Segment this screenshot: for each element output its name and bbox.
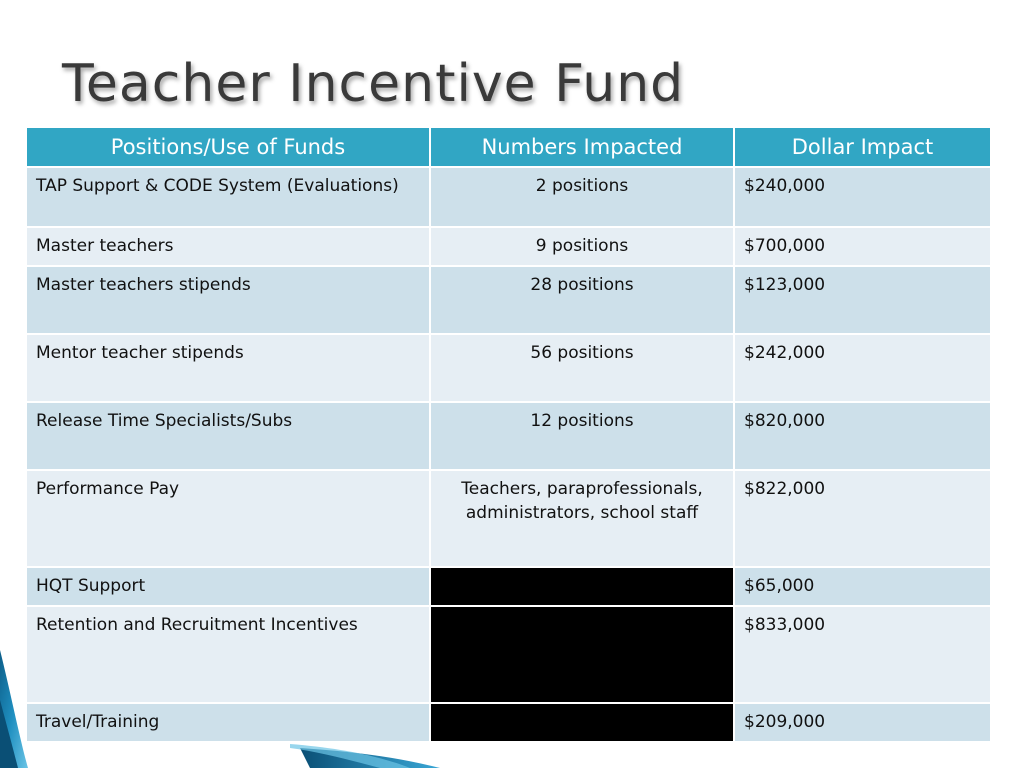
table-row (27, 568, 990, 605)
funds-table (25, 126, 992, 743)
cell-numbers: 2 positions (431, 168, 733, 226)
header-numbers: Numbers Impacted (431, 128, 733, 166)
cell-use: TAP Support & CODE System (Evaluations) (27, 168, 429, 226)
table-row (27, 335, 990, 401)
cell-numbers: 12 positions (431, 403, 733, 469)
cell-use: Master teachers stipends (27, 267, 429, 333)
cell-numbers: Teachers, paraprofessionals, administrators, school staff (431, 471, 733, 566)
cell-dollars: $822,000 (735, 471, 990, 566)
table-row (27, 267, 990, 333)
cell-use: Release Time Specialists/Subs (27, 403, 429, 469)
header-positions: Positions/Use of Funds (27, 128, 429, 166)
slide-title: Teacher Incentive Fund (62, 54, 685, 114)
cell-dollars: $65,000 (735, 568, 990, 605)
table-row (27, 471, 990, 566)
cell-dollars: $833,000 (735, 607, 990, 702)
cell-dollars: $240,000 (735, 168, 990, 226)
cell-numbers: 9 positions (431, 228, 733, 265)
cell-numbers: 56 positions (431, 335, 733, 401)
cell-use: Master teachers (27, 228, 429, 265)
table-row (27, 228, 990, 265)
cell-dollars: $242,000 (735, 335, 990, 401)
table-row (27, 607, 990, 702)
cell-dollars: $820,000 (735, 403, 990, 469)
redacted-cell (431, 704, 733, 741)
wave-bottom-icon (300, 748, 440, 768)
redacted-cell (431, 568, 733, 605)
table-header-row (27, 128, 990, 166)
table-row (27, 704, 990, 741)
cell-dollars: $700,000 (735, 228, 990, 265)
wave-bottom-light-icon (290, 744, 410, 768)
cell-use: Retention and Recruitment Incentives (27, 607, 429, 702)
wave-left-icon (0, 650, 28, 768)
wave-left-dark-icon (0, 700, 18, 768)
cell-dollars: $123,000 (735, 267, 990, 333)
cell-use: Mentor teacher stipends (27, 335, 429, 401)
table-row (27, 403, 990, 469)
header-dollars: Dollar Impact (735, 128, 990, 166)
cell-numbers: 28 positions (431, 267, 733, 333)
cell-use: Travel/Training (27, 704, 429, 741)
cell-dollars: $209,000 (735, 704, 990, 741)
redacted-cell (431, 607, 733, 702)
cell-use: HQT Support (27, 568, 429, 605)
table-row (27, 168, 990, 226)
cell-use: Performance Pay (27, 471, 429, 566)
